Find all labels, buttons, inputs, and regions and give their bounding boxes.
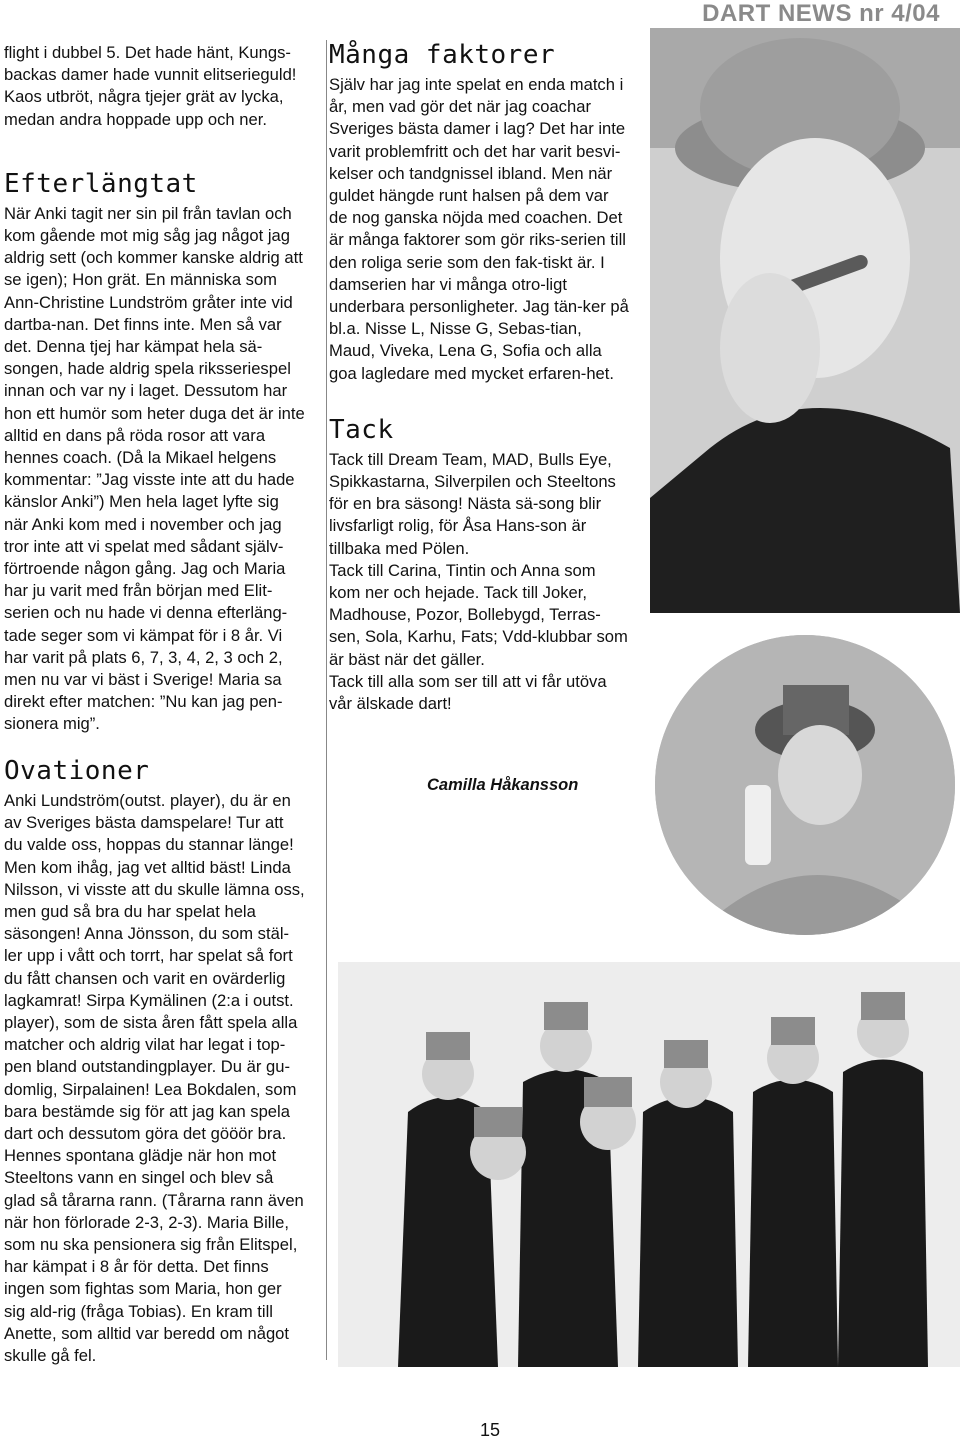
photo-team-image: [338, 962, 960, 1367]
middle-column: [329, 40, 631, 715]
efterlangtat-paragraph: När Anki tagit ner sin pil från tavlan och kom gående mot mig såg jag något jag aldrig sett (och kommer kanske aldrig att se igen); Hon grät. En människa som Ann-Christine Lundström gråter inte vid dartba-nan. Det finns inte. Men så var det. Denna tjej har kämpat hela sä-songen, hade aldrig spela riksseriespel innan och var ny i laget. Dessutom har hon ett humör som heter duga det är inte alltid en dans på röda rosor att vara hennes coach. (Då la Mikael helgens kommentar: ”Jag visste inte att du hade känslor Anki”) Men hela laget lyfte sig när Anki kom med i november och jag tror inte att vi spelat med sådant själv-förtroende någon gång. Jag och Maria har ju varit med från början med Elit-serien och nu hade vi denna efterläng-tade seger som vi kämpat för i 8 år. Vi har varit på plats 6, 7, 3, 4, 2, 3 och 2, men nu var vi bäst i Sverige! Maria sa direkt efter matchen: ”Nu kan jag pen-sionera mig”.: [4, 203, 305, 734]
photo-team: [338, 962, 960, 1367]
tack-paragraph-2: Tack till Carina, Tintin och Anna som kom ner och hejade. Tack till Joker, Madhouse, Pozor, Bollebygd, Terras-sen, Sola, Karhu, Fats; Vdd-klubbar som är bäst när det gäller.: [329, 560, 628, 669]
photo-caption: Camilla Håkansson: [427, 776, 579, 794]
left-column-lower: [4, 756, 306, 1367]
heading-tack: Tack: [329, 414, 394, 445]
photo-woman-cigar: [650, 28, 960, 613]
photo-woman-cigar-image: [650, 28, 960, 613]
column-divider: [326, 40, 327, 1360]
tack-paragraph-1: Tack till Dream Team, MAD, Bulls Eye, Spikkastarna, Silverpilen och Steeltons för en bra säsong! Nästa sä-song blir livsfarligt rolig, för Åsa Hans-son är tillbaka med Pölen.: [329, 449, 616, 558]
manga-faktorer-paragraph: Själv har jag inte spelat en enda match i år, men vad gör det när jag coachar Sveriges bästa damer i lag? Det har inte varit problemfritt och det har varit besvi-kelser och tandgnissel ibland. Men när guldet hängde runt halsen på dem var de nog ganska nöjda med coachen. Det är många faktorer som gör riks-serien till den roliga serie som den fak-tiskt är. I damserien har vi många otro-ligt underbara personligheter. Jag tän-ker på bl.a. Nisse L, Nisse G, Sebas-tian, Maud, Viveka, Lena G, Sofia och alla goa lagledare med mycket erfaren-het.: [329, 75, 629, 383]
heading-efterlangtat: Efterlängtat: [4, 168, 198, 199]
left-column: [4, 42, 306, 736]
tack-paragraph-3: Tack till alla som ser till att vi får utöva vår älskade dart!: [329, 671, 607, 714]
masthead: DART NEWS nr 4/04: [702, 0, 940, 27]
ovationer-paragraph: Anki Lundström(outst. player), du är en av Sveriges bästa damspelare! Tur att du valde oss, hoppas du stannar länge! Men kom ihåg, jag vet alltid bäst! Linda Nilsson, vi visste att du skulle lämna oss, men gud så bra du har spelat hela säsongen! Anna Jönsson, du som stäl-ler upp i vått och torrt, har spelat så fort du fått chansen och varit en ovärderlig lagkamrat! Sirpa Kymälinen (2:a i outst. player), som de sista åren fått spela alla matcher och aldrig vilat har legat i top-pen bland outstandingplayer. Du är gu-domlig, Sirpalainen! Lea Bokdalen, som bara bestämde sig för att jag kan spela dart och dessutom göra det gööör bra. Hennes spontana glädje när hon mot Steeltons vann en singel och blev så glad så tårarna rann. (Tårarna rann även när hon förlorade 2-3, 2-3). Maria Bille, som nu ska pensionera sig från Elitspel, har kämpat i 8 år för detta. Det finns ingen som fightas som Maria, hon ger sig ald-rig (fråga Tobias). En kram till Anette, som alltid var beredd om något skulle gå fel.: [4, 791, 305, 1366]
heading-ovationer: Ovationer: [4, 756, 150, 786]
heading-manga-faktorer: Många faktorer: [329, 40, 556, 70]
photo-woman-bottle-image: [655, 635, 955, 935]
intro-paragraph: flight i dubbel 5. Det hade hänt, Kungs-backas damer hade vunnit elitserieguld! Kaos utbröt, några tjejer grät av lycka, medan andra hoppade upp och ner.: [4, 43, 297, 129]
page-number: 15: [480, 1420, 501, 1440]
photo-woman-bottle: [655, 635, 955, 935]
